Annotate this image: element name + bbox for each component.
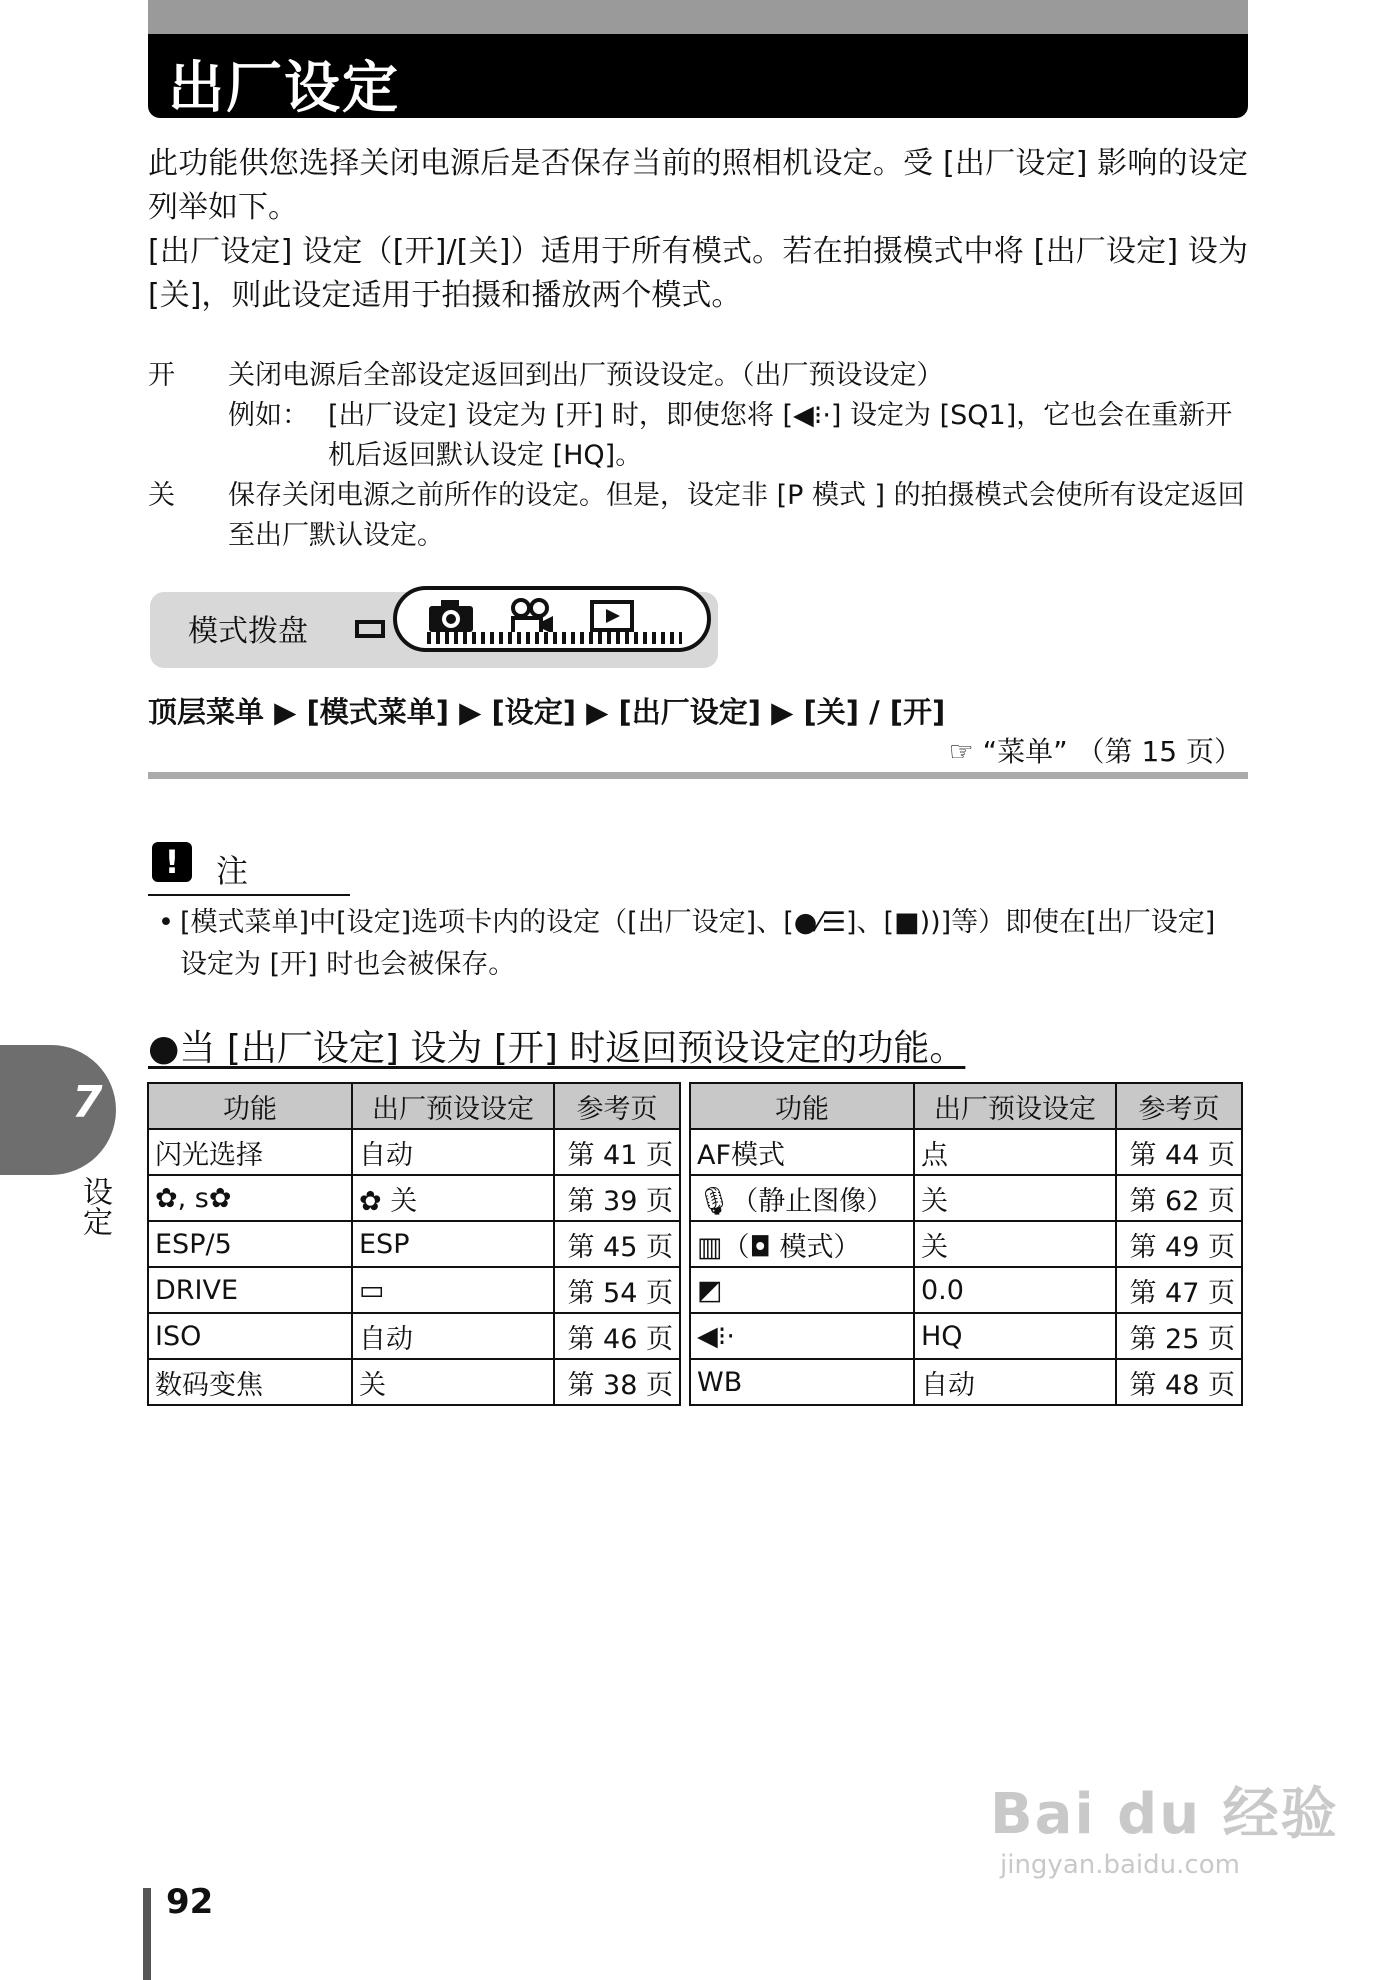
bullet-icon: •	[158, 907, 174, 938]
intro-paragraph-1: 此功能供您选择关闭电源后是否保存当前的照相机设定。受 [出厂设定] 影响的设定列举如下。	[148, 146, 1248, 225]
title-bar	[148, 34, 1248, 121]
intro-paragraph-2: [出厂设定] 设定（[开]/[关]）适用于所有模式。若在拍摄模式中将 [出厂设定] 设为 [关]，则此设定适用于拍摄和播放两个模式。	[148, 234, 1248, 313]
col-header-default: 出厂预设设定	[352, 1083, 554, 1129]
definition-off	[148, 476, 1248, 556]
col-header-page: 参考页	[1116, 1083, 1242, 1129]
table-row: ISO 自动 第 46 页	[148, 1313, 680, 1359]
definition-text-on: 关闭电源后全部设定返回到出厂预设设定。（出厂预设设定）	[228, 360, 944, 391]
table-row: DRIVE ▭ 第 54 页	[148, 1267, 680, 1313]
camera-icon	[427, 598, 475, 634]
note-text	[158, 902, 1248, 986]
table-row: 🎙（静止图像） 关 第 62 页	[690, 1175, 1242, 1221]
col-header-function: 功能	[690, 1083, 914, 1129]
page-title: 出厂设定	[168, 56, 400, 121]
chapter-number: 7	[72, 1077, 103, 1128]
table-row: AF模式 点 第 44 页	[690, 1129, 1242, 1175]
col-header-default: 出厂预设设定	[914, 1083, 1116, 1129]
chapter-label: 设定	[77, 1176, 112, 1236]
note-title: 注	[216, 852, 249, 890]
settings-table-right	[689, 1082, 1243, 1406]
page-number: 92	[166, 1882, 214, 1922]
note-header	[148, 840, 350, 896]
col-header-function: 功能	[148, 1083, 352, 1129]
dial-teeth	[427, 632, 682, 644]
menu-reference: ☞ “菜单” （第 15 页）	[948, 735, 1242, 768]
exclamation-icon: !	[152, 842, 192, 882]
chapter-tab	[0, 1045, 116, 1175]
example-text: [出厂设定] 设定为 [开] 时，即使您将 [◀⁝·] 设定为 [SQ1]，它也会在重新开机后返回默认设定 [HQ]。	[328, 400, 1233, 471]
definition-on	[148, 356, 1248, 476]
movie-camera-icon	[509, 598, 555, 636]
definition-list	[148, 356, 1248, 556]
menu-path: 顶层菜单 ▶ [模式菜单] ▶ [设定] ▶ [出厂设定] ▶ [关] / [开]	[148, 695, 946, 729]
table-row: ◩ 0.0 第 47 页	[690, 1267, 1242, 1313]
mode-dial	[393, 586, 711, 652]
table-row: 数码变焦 关 第 38 页	[148, 1359, 680, 1405]
definition-key-on: 开	[148, 360, 175, 391]
watermark-logo: Bai du 经验	[990, 1782, 1339, 1847]
example-label: 例如：	[228, 400, 309, 431]
header-gray-bar	[148, 0, 1248, 34]
table-row: ESP/5 ESP 第 45 页	[148, 1221, 680, 1267]
table-row: 闪光选择 自动 第 41 页	[148, 1129, 680, 1175]
mode-dial-label: 模式拨盘	[188, 614, 308, 649]
mode-dial-panel	[150, 592, 718, 668]
dial-indicator-icon	[355, 620, 385, 638]
divider	[148, 772, 1248, 779]
definition-text-off: 保存关闭电源之前所作的设定。但是，设定非 [P 模式 ] 的拍摄模式会使所有设定返回至出厂默认设定。	[228, 480, 1245, 551]
settings-table-left	[147, 1082, 681, 1406]
definition-key-off: 关	[148, 480, 175, 511]
table-row: WB 自动 第 48 页	[690, 1359, 1242, 1405]
playback-icon	[589, 598, 635, 634]
col-header-page: 参考页	[554, 1083, 680, 1129]
watermark	[990, 1770, 1339, 1880]
table-row: ✿, s✿ ✿ 关 第 39 页	[148, 1175, 680, 1221]
page-number-bar	[143, 1888, 151, 1980]
note-body: [模式菜单]中[设定]选项卡内的设定（[出厂设定]、[●⁄☰]、[■))]等）即使在[出厂设定] 设定为 [开] 时也会被保存。	[180, 907, 1216, 980]
example-block	[228, 396, 1248, 476]
table-row: ◀⁝· HQ 第 25 页	[690, 1313, 1242, 1359]
table-row: ▥（◘ 模式） 关 第 49 页	[690, 1221, 1242, 1267]
watermark-url: jingyan.baidu.com	[1000, 1850, 1240, 1880]
section-heading: ●当 [出厂设定] 设为 [开] 时返回预设设定的功能。	[148, 1028, 966, 1069]
